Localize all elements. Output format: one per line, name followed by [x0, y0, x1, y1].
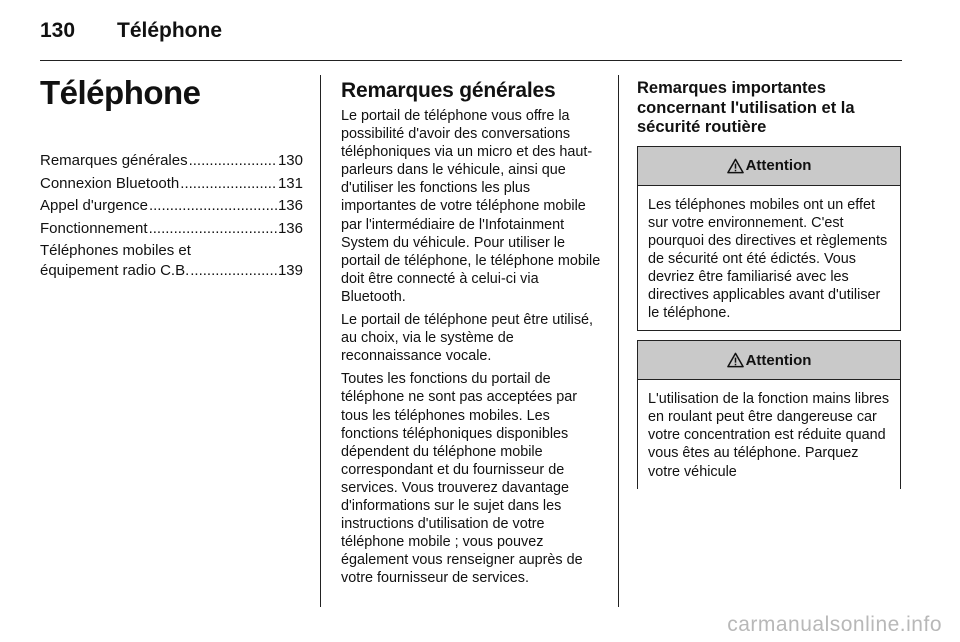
toc-entry-bluetooth[interactable]: [40, 174, 303, 194]
warning-triangle-icon: [727, 158, 744, 174]
paragraph: Toutes les fonctions du portail de téléphone ne sont pas acceptées par tous les téléphones mobiles. Les fonctions téléphoniques disponibles dépendent du téléphone mobile correspondant et du fournisseur de services. Vous trouverez davantage d'informations sur le sujet dans les instructions d'utilisation de votre téléphone mobile ; vous pouvez également vous renseigner auprès de votre fournisseur de services.: [341, 371, 583, 587]
section-body: [341, 107, 604, 587]
table-of-contents: [40, 151, 303, 283]
warning-label: Attention: [745, 157, 812, 174]
watermark: carmanualsonline.info: [727, 613, 942, 636]
paragraph: Le portail de téléphone vous offre la possibilité d'avoir des conversations téléphoniques via un micro et des haut-parleurs dans le véhicule, ainsi que d'utiliser les fonctions les plus importantes de votre téléphone mobile par l'intermédiaire de l'Infotainment System du véhicule. Pour utiliser le portail de téléphone, le téléphone mobile doit être connecté à celui-ci via Bluetooth.: [341, 108, 601, 305]
toc-page: 131: [277, 174, 303, 192]
general-remarks-section: [341, 79, 604, 592]
section-heading: Remarques importantes concernant l'utilisation et la sécurité routière: [637, 79, 855, 136]
column-divider: [618, 75, 619, 607]
toc-label: Fonctionnement: [40, 219, 148, 237]
running-header-title: Téléphone: [117, 19, 223, 42]
column-divider: [320, 75, 321, 607]
paragraph: Le portail de téléphone peut être utilisé, au choix, via le système de reconnaissance vocale.: [341, 312, 594, 365]
warning-triangle-icon: [727, 352, 744, 368]
page-number: 130: [40, 19, 76, 42]
toc-entry-mobiles[interactable]: [40, 241, 303, 280]
header-divider: [40, 60, 902, 61]
chapter-title: Téléphone: [40, 74, 201, 111]
warning-header: [638, 341, 900, 380]
warning-box: [637, 340, 901, 488]
toc-page: 136: [277, 197, 303, 214]
warning-text: Les téléphones mobiles ont un effet sur votre environnement. C'est pourquoi des directives et règlements de sécurité ont été édictés. Vous devriez être familiarisé avec les directives applicables avant d'utiliser le téléphone.: [648, 196, 888, 322]
toc-label: Remarques générales: [40, 152, 188, 169]
warning-header: [638, 147, 900, 186]
warning-label: Attention: [745, 351, 812, 369]
toc-page: 139: [277, 261, 303, 279]
toc-entry-urgence[interactable]: [40, 196, 303, 216]
section-heading: Remarques générales: [341, 79, 556, 102]
toc-entry-fonctionnement[interactable]: [40, 219, 303, 239]
toc-label: Appel d'urgence: [40, 197, 148, 214]
warning-text: L'utilisation de la fonction mains libres en roulant peut être dangereuse car votre concentration est réduite quand vous êtes au téléphone. Parquez votre véhicule: [648, 391, 890, 480]
important-remarks-section: [637, 79, 901, 489]
toc-label: Connexion Bluetooth: [40, 174, 180, 192]
warning-box: [637, 146, 901, 332]
toc-page: 130: [277, 152, 303, 169]
toc-entry-remarques[interactable]: [40, 151, 303, 171]
toc-page: 136: [277, 219, 303, 237]
toc-label-line1: Téléphones mobiles et: [40, 242, 191, 259]
toc-label: équipement radio C.B.: [40, 261, 190, 279]
